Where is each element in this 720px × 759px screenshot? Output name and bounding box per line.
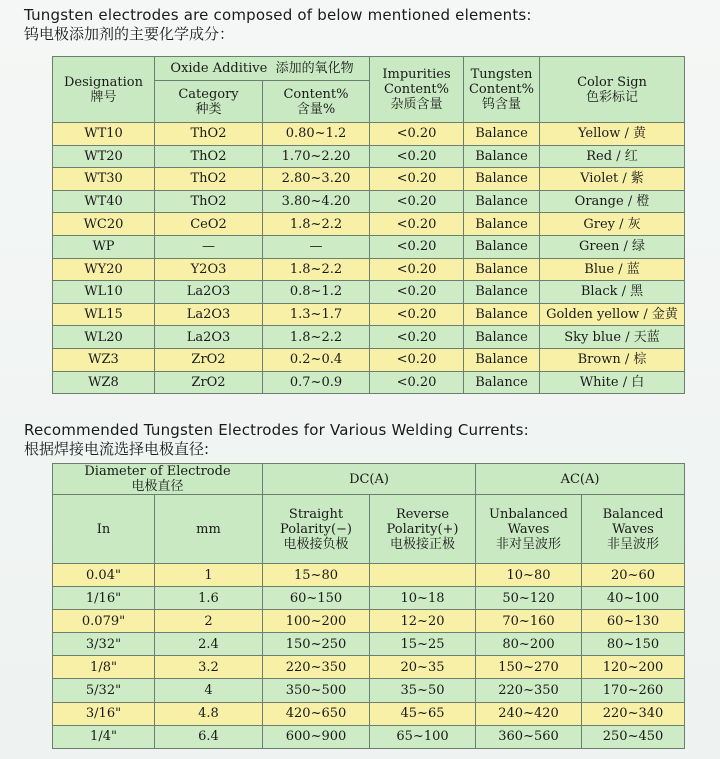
- header-dc: DC(A): [263, 464, 476, 495]
- table-cell: Balance: [464, 145, 540, 168]
- table-cell: 4.8: [155, 702, 263, 725]
- table-cell: 70~160: [476, 610, 582, 633]
- table-cell: 250~450: [582, 725, 685, 748]
- table-cell: La2O3: [155, 326, 263, 349]
- table-cell: 150~250: [263, 633, 370, 656]
- table-cell: <0.20: [370, 235, 464, 258]
- table-cell: 2: [155, 610, 263, 633]
- table-cell: WC20: [53, 213, 155, 236]
- table-cell: <0.20: [370, 348, 464, 371]
- table-cell: 220~350: [476, 679, 582, 702]
- table-cell: 80~150: [582, 633, 685, 656]
- table-row: [53, 168, 685, 191]
- table-cell: 45~65: [370, 702, 476, 725]
- table-cell: 80~200: [476, 633, 582, 656]
- table-cell: WT40: [53, 190, 155, 213]
- section1-title-cn: 钨电极添加剂的主要化学成分：: [24, 25, 235, 43]
- table-cell: 20~60: [582, 564, 685, 587]
- table-cell: Balance: [464, 190, 540, 213]
- table-cell: 240~420: [476, 702, 582, 725]
- header-content: Content% 含量%: [263, 81, 370, 123]
- table-cell: White / 白: [540, 371, 685, 394]
- table-cell: 60~150: [263, 587, 370, 610]
- table-row: [53, 258, 685, 281]
- table-row: [53, 702, 685, 725]
- table-cell: Red / 红: [540, 145, 685, 168]
- section1-heading: [24, 6, 532, 44]
- table-cell: <0.20: [370, 123, 464, 146]
- table-cell: ZrO2: [155, 348, 263, 371]
- table-cell: 1/4": [53, 725, 155, 748]
- table-cell: Balance: [464, 326, 540, 349]
- table-cell: ThO2: [155, 190, 263, 213]
- table-cell: Balance: [464, 123, 540, 146]
- table-cell: Green / 绿: [540, 235, 685, 258]
- table-cell: WZ3: [53, 348, 155, 371]
- header-tungsten: Tungsten Content% 钨含量: [464, 57, 540, 123]
- section1-title-en: Tungsten electrodes are composed of below mentioned elements:: [24, 6, 532, 24]
- table-cell: 3/16": [53, 702, 155, 725]
- electrode-composition-table: [52, 56, 685, 394]
- table-cell: 420~650: [263, 702, 370, 725]
- table-cell: WT30: [53, 168, 155, 191]
- table-cell: 15~80: [263, 564, 370, 587]
- table-cell: 2.4: [155, 633, 263, 656]
- table-cell: ThO2: [155, 168, 263, 191]
- table-row: [53, 235, 685, 258]
- table-cell: WT20: [53, 145, 155, 168]
- table-cell: ZrO2: [155, 371, 263, 394]
- table-cell: 0.04": [53, 564, 155, 587]
- table-row: [53, 348, 685, 371]
- table-cell: 120~200: [582, 656, 685, 679]
- table-cell: 20~35: [370, 656, 476, 679]
- table-cell: 5/32": [53, 679, 155, 702]
- table-cell: 40~100: [582, 587, 685, 610]
- table-cell: 65~100: [370, 725, 476, 748]
- table-cell: 220~350: [263, 656, 370, 679]
- table-cell: Sky blue / 天蓝: [540, 326, 685, 349]
- header-color-sign: Color Sign 色彩标记: [540, 57, 685, 123]
- table-row: [53, 610, 685, 633]
- table-cell: Violet / 紫: [540, 168, 685, 191]
- table-cell: Blue / 蓝: [540, 258, 685, 281]
- table-cell: Orange / 橙: [540, 190, 685, 213]
- table-cell: CeO2: [155, 213, 263, 236]
- table-row: [53, 725, 685, 748]
- table-cell: Balance: [464, 303, 540, 326]
- table-cell: <0.20: [370, 145, 464, 168]
- table-row: [53, 303, 685, 326]
- header-designation: Designation 牌号: [53, 57, 155, 123]
- table-row: [53, 281, 685, 304]
- header-impurities: Impurities Content% 杂质含量: [370, 57, 464, 123]
- header-unbalanced-waves: Unbalanced Waves 非对呈波形: [476, 495, 582, 564]
- table-cell: Grey / 灰: [540, 213, 685, 236]
- header-in: In: [53, 495, 155, 564]
- table-cell: 0.079": [53, 610, 155, 633]
- table-cell: 1: [155, 564, 263, 587]
- table-cell: 0.80~1.2: [263, 123, 370, 146]
- header-diameter: Diameter of Electrode 电极直径: [53, 464, 263, 495]
- table-cell: 6.4: [155, 725, 263, 748]
- table-cell: 3/32": [53, 633, 155, 656]
- table-cell: Balance: [464, 213, 540, 236]
- table-cell: ThO2: [155, 145, 263, 168]
- table-cell: 1.8~2.2: [263, 326, 370, 349]
- table-cell: Brown / 棕: [540, 348, 685, 371]
- table-cell: Balance: [464, 258, 540, 281]
- header-oxide-additive: Oxide Additive 添加的氧化物: [155, 57, 370, 81]
- table-cell: 600~900: [263, 725, 370, 748]
- table-cell: —: [263, 235, 370, 258]
- table-cell: Black / 黑: [540, 281, 685, 304]
- table-cell: 220~340: [582, 702, 685, 725]
- table-cell: 3.80~4.20: [263, 190, 370, 213]
- table-cell: Balance: [464, 348, 540, 371]
- header-category: Category 种类: [155, 81, 263, 123]
- table-row: [53, 326, 685, 349]
- table-cell: 2.80~3.20: [263, 168, 370, 191]
- table-cell: Balance: [464, 168, 540, 191]
- table-cell: La2O3: [155, 303, 263, 326]
- table-cell: 0.8~1.2: [263, 281, 370, 304]
- table-cell: Balance: [464, 371, 540, 394]
- table-cell: Balance: [464, 235, 540, 258]
- table-row: [53, 213, 685, 236]
- table-cell: <0.20: [370, 258, 464, 281]
- table-cell: 1.8~2.2: [263, 213, 370, 236]
- table-cell: 3.2: [155, 656, 263, 679]
- table-cell: —: [155, 235, 263, 258]
- header-mm: mm: [155, 495, 263, 564]
- table-row: [53, 656, 685, 679]
- table-cell: WL20: [53, 326, 155, 349]
- table-row: [53, 564, 685, 587]
- table-cell: 10~80: [476, 564, 582, 587]
- table-cell: 10~18: [370, 587, 476, 610]
- table-cell: 360~560: [476, 725, 582, 748]
- table-row: [53, 633, 685, 656]
- table-cell: <0.20: [370, 371, 464, 394]
- table-cell: 4: [155, 679, 263, 702]
- table-row: [53, 371, 685, 394]
- section2-title-en: Recommended Tungsten Electrodes for Various Welding Currents:: [24, 421, 529, 439]
- table-cell: WT10: [53, 123, 155, 146]
- table-cell: 12~20: [370, 610, 476, 633]
- table-cell: WL15: [53, 303, 155, 326]
- table-cell: <0.20: [370, 281, 464, 304]
- table-row: [53, 679, 685, 702]
- header-balanced-waves: Balanced Waves 非呈波形: [582, 495, 685, 564]
- header-straight-polarity: Straight Polarity(−) 电极接负极: [263, 495, 370, 564]
- table-cell: 170~260: [582, 679, 685, 702]
- table-cell: 50~120: [476, 587, 582, 610]
- table-cell: Golden yellow / 金黄: [540, 303, 685, 326]
- table-cell: 150~270: [476, 656, 582, 679]
- table-cell: 0.7~0.9: [263, 371, 370, 394]
- table-cell: 100~200: [263, 610, 370, 633]
- table-cell: <0.20: [370, 213, 464, 236]
- table-cell: WL10: [53, 281, 155, 304]
- table-cell: WP: [53, 235, 155, 258]
- table-row: [53, 123, 685, 146]
- table-cell: Y2O3: [155, 258, 263, 281]
- table-cell: Yellow / 黄: [540, 123, 685, 146]
- table-row: [53, 145, 685, 168]
- header-reverse-polarity: Reverse Polarity(+) 电极接正极: [370, 495, 476, 564]
- table-cell: 60~130: [582, 610, 685, 633]
- table-cell: 1/8": [53, 656, 155, 679]
- table-cell: 1/16": [53, 587, 155, 610]
- table-row: [53, 190, 685, 213]
- table-cell: [370, 564, 476, 587]
- table-cell: <0.20: [370, 326, 464, 349]
- table-cell: 1.8~2.2: [263, 258, 370, 281]
- table-cell: ThO2: [155, 123, 263, 146]
- table-cell: 0.2~0.4: [263, 348, 370, 371]
- table-cell: 1.70~2.20: [263, 145, 370, 168]
- header-ac: AC(A): [476, 464, 685, 495]
- table-cell: 350~500: [263, 679, 370, 702]
- table-cell: <0.20: [370, 303, 464, 326]
- table-cell: 1.6: [155, 587, 263, 610]
- table-cell: 1.3~1.7: [263, 303, 370, 326]
- table-cell: <0.20: [370, 168, 464, 191]
- table-cell: La2O3: [155, 281, 263, 304]
- table-cell: 35~50: [370, 679, 476, 702]
- table-cell: Balance: [464, 281, 540, 304]
- table-cell: <0.20: [370, 190, 464, 213]
- table-row: [53, 587, 685, 610]
- welding-current-table: [52, 463, 685, 749]
- section2-title-cn: 根据焊接电流选择电极直径:: [24, 440, 210, 458]
- table-cell: 15~25: [370, 633, 476, 656]
- table-cell: WZ8: [53, 371, 155, 394]
- table-cell: WY20: [53, 258, 155, 281]
- section2-heading: [24, 421, 529, 459]
